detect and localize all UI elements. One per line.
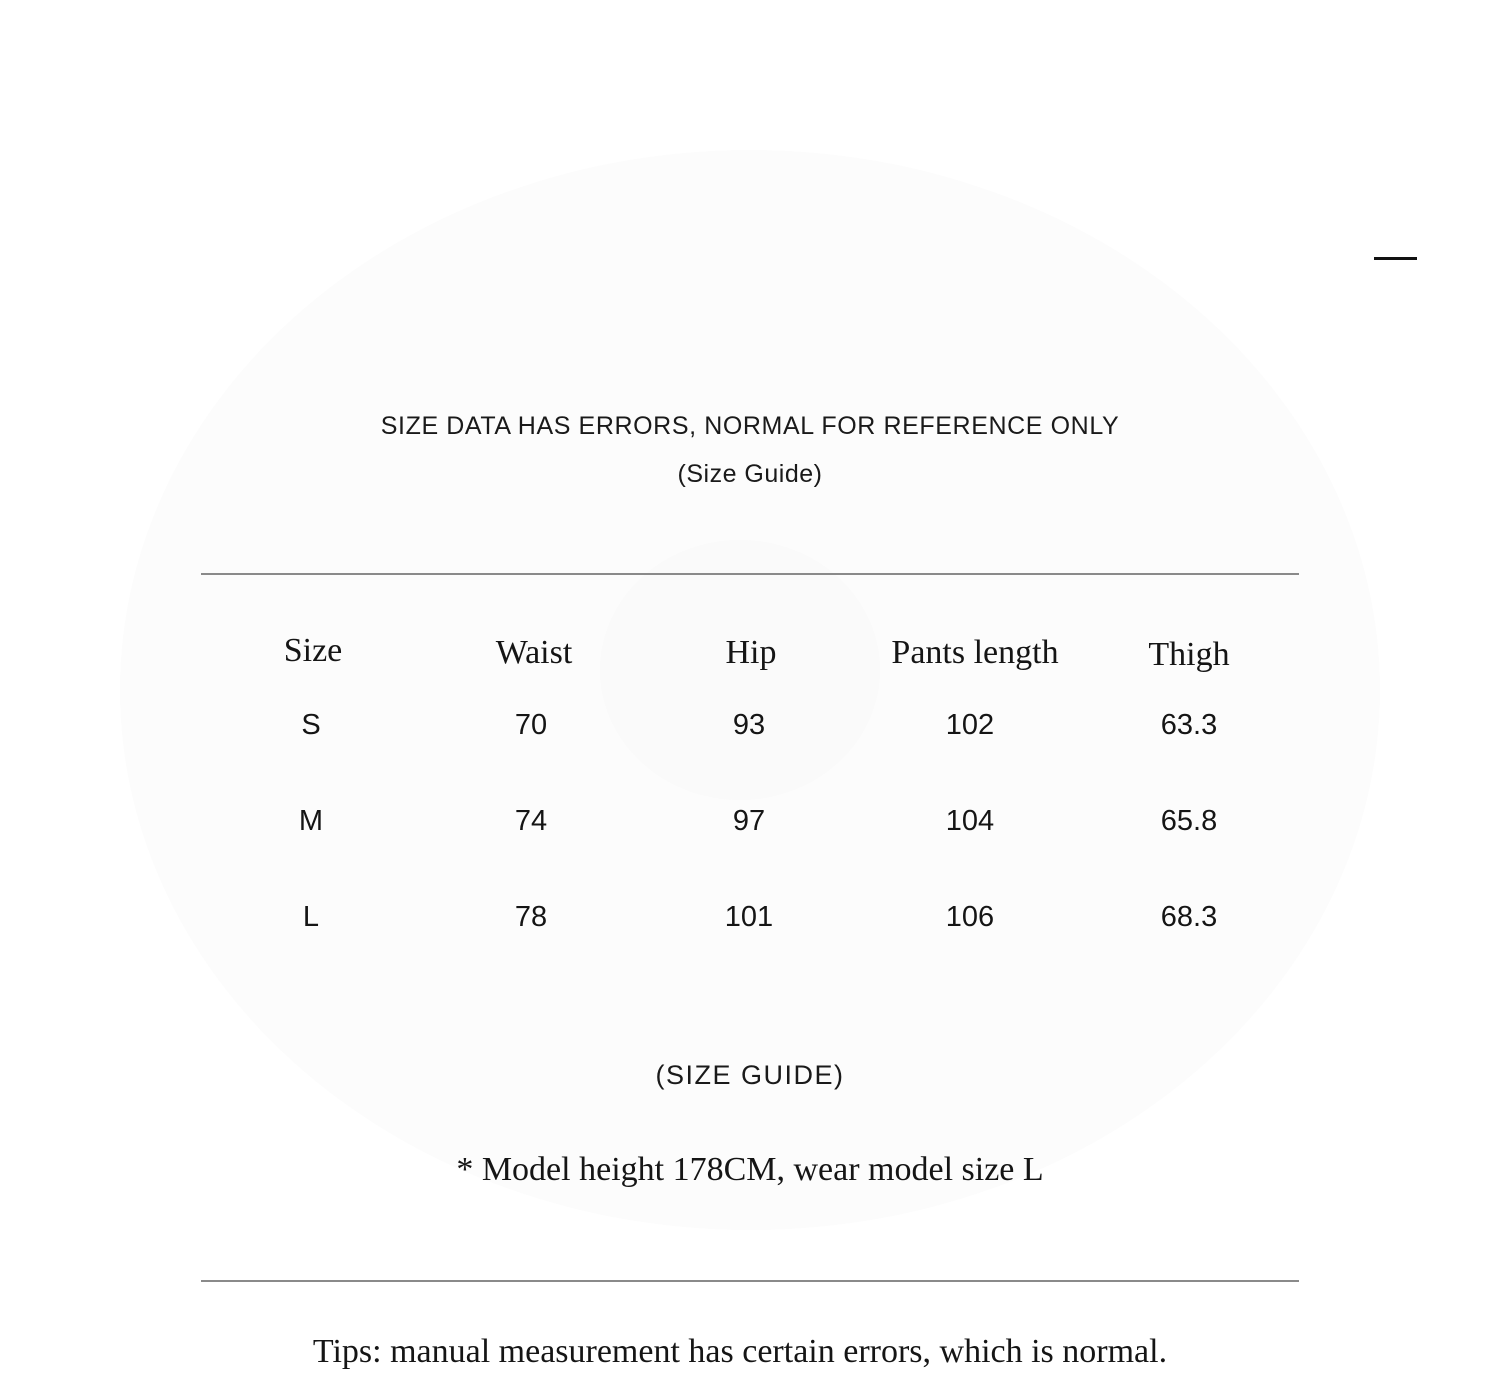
divider-bottom	[201, 1280, 1299, 1282]
cell-waist: 78	[514, 901, 548, 933]
cell-size: S	[301, 709, 321, 741]
cell-thigh: 63.3	[1160, 709, 1218, 741]
cell-size: L	[302, 901, 320, 933]
cell-pants-length: 104	[945, 805, 995, 837]
cell-pants-length: 102	[945, 709, 995, 741]
header-pants-length: Pants length	[891, 634, 1059, 671]
cell-thigh: 68.3	[1160, 901, 1218, 933]
header-waist: Waist	[495, 634, 573, 671]
cell-size: M	[298, 805, 324, 837]
cell-thigh: 65.8	[1160, 805, 1218, 837]
cell-hip: 101	[724, 901, 774, 933]
cell-hip: 97	[732, 805, 766, 837]
cell-waist: 74	[514, 805, 548, 837]
cell-pants-length: 106	[945, 901, 995, 933]
model-note: * Model height 178CM, wear model size L	[456, 1151, 1044, 1188]
cell-hip: 93	[732, 709, 766, 741]
header-hip: Hip	[725, 634, 777, 671]
tips-text: Tips: manual measurement has certain errors, which is normal.	[312, 1333, 1168, 1370]
header-thigh: Thigh	[1148, 636, 1230, 673]
size-guide-subtitle: (Size Guide)	[677, 460, 823, 488]
divider-top	[201, 573, 1299, 575]
header-size: Size	[283, 632, 343, 669]
size-guide-caption: (SIZE GUIDE)	[655, 1060, 845, 1090]
minus-icon	[1374, 257, 1417, 260]
cell-waist: 70	[514, 709, 548, 741]
disclaimer-text: SIZE DATA HAS ERRORS, NORMAL FOR REFERENCE ONLY	[380, 412, 1120, 440]
